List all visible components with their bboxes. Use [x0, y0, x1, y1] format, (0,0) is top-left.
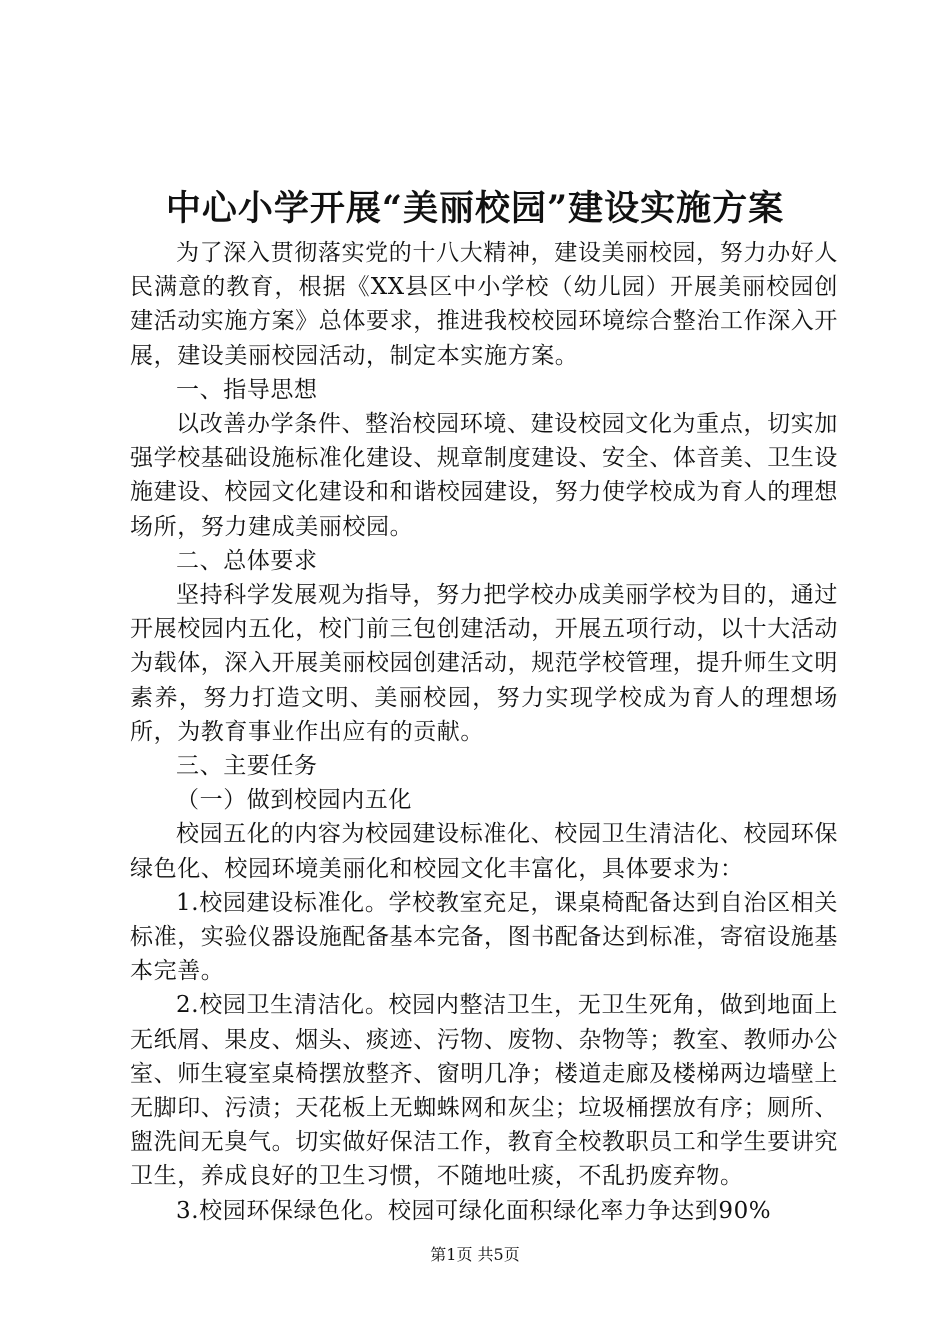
list-item-cleanliness: 2.校园卫生清洁化。校园内整洁卫生，无卫生死角，做到地面上无纸屑、果皮、烟头、痰迹、污物、废物、杂物等；教室、教师办公室、师生寝室桌椅摆放整齐、窗明几净；楼道走廊及楼梯两边墙壁上无脚印、污渍；天花板上无蜘蛛网和灰尘；垃圾桶摆放有序；厕所、盥洗间无臭气。切实做好保洁工作，教育全校教职员工和学生要讲究卫生，养成良好的卫生习惯，不随地吐痰，不乱扔废弃物。: [130, 992, 838, 1190]
section-heading-main-tasks: 三、主要任务: [176, 753, 318, 780]
paragraph-general-requirements: 坚持科学发展观为指导，努力把学校办成美丽学校为目的，通过开展校园内五化，校门前三包创建活动，开展五项行动，以十大活动为载体，深入开展美丽校园创建活动，规范学校管理，提升师生文明素养，努力打造文明、美丽校园，努力实现学校成为育人的理想场所，为教育事业作出应有的贡献。: [130, 582, 838, 745]
section-heading-guiding-ideology: 一、指导思想: [176, 376, 318, 403]
page-number: 第1页 共5页: [430, 1245, 520, 1264]
section-heading-general-requirements: 二、总体要求: [176, 547, 318, 574]
paragraph-intro: 为了深入贯彻落实党的十八大精神，建设美丽校园，努力办好人民满意的教育，根据《XX县区中小学校（幼儿园）开展美丽校园创建活动实施方案》总体要求，推进我校校园环境综合整治工作深入开展，建设美丽校园活动，制定本实施方案。: [130, 240, 838, 369]
paragraph-guiding-ideology: 以改善办学条件、整治校园环境、建设校园文化为重点，切实加强学校基础设施标准化建设、规章制度建设、安全、体音美、卫生设施建设、校园文化建设和和谐校园建设，努力使学校成为育人的理想场所，努力建成美丽校园。: [130, 411, 838, 540]
document-body: [130, 236, 838, 1228]
list-item-standardization: 1.校园建设标准化。学校教室充足，课桌椅配备达到自治区相关标准，实验仪器设施配备基本完备，图书配备达到标准，寄宿设施基本完善。: [130, 889, 838, 985]
document-title: 中心小学开展“美丽校园”建设实施方案: [165, 188, 785, 229]
list-item-greening: 3.校园环保绿色化。校园可绿化面积绿化率力争达到90%: [176, 1197, 772, 1224]
subsection-heading-five-modernizations: （一）做到校园内五化: [176, 787, 412, 814]
paragraph-five-modernizations: 校园五化的内容为校园建设标准化、校园卫生清洁化、校园环保绿色化、校园环境美丽化和校园文化丰富化，具体要求为：: [130, 821, 838, 882]
